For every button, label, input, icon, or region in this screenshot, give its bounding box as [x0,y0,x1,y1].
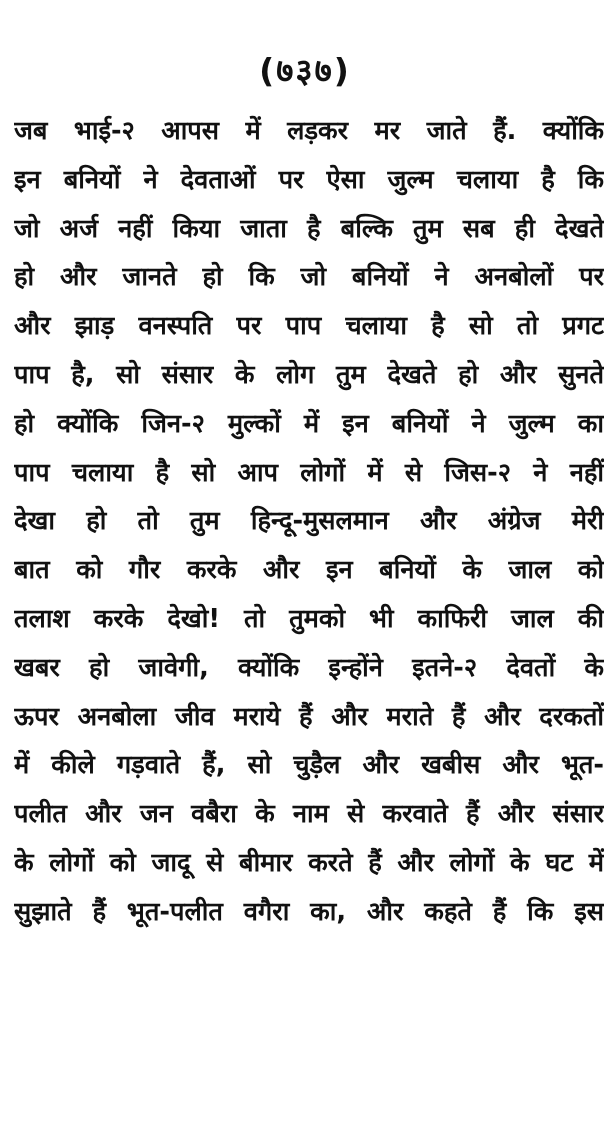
text-line: सुझाते हैं भूत-पलीत वगैरा का, और कहते हैं कि इस [14,896,604,927]
text-line: जो अर्ज नहीं किया जाता है बल्कि तुम सब ही देखते [14,213,604,244]
text-line: जब भाई-२ आपस में लड़कर मर जाते हैं. क्योंकि [14,116,604,146]
text-line: और झाड़ वनस्पति पर पाप चलाया है सो तो प्रगट [14,311,604,342]
page-number: (७३७) [259,51,351,90]
text-line: के लोगों को जादू से बीमार करते हैं और लोगों के घट में [14,847,604,878]
text-line: खबर हो जावेगी, क्योंकि इन्होंने इतने-२ देवतों के [14,652,604,683]
text-line: में कीले गड़वाते हैं, सो चुड़ैल और खबीस और भूत- [14,750,604,781]
text-line: तलाश करके देखो! तो तुमको भी काफिरी जाल की [14,603,604,634]
text-line: पाप चलाया है सो आप लोगों में से जिस-२ ने नहीं [14,457,604,488]
text-line: देखा हो तो तुम हिन्दू-मुसलमान और अंग्रेज मेरी [14,506,604,537]
text-line: ऊपर अनबोला जीव मराये हैं और मराते हैं और दरकतों [14,701,604,732]
text-line: बात को गौर करके और इन बनियों के जाल को [14,555,604,586]
text-line: पलीत और जन वबैरा के नाम से करवाते हैं और संसार [14,799,604,830]
text-line: हो क्योंकि जिन-२ मुल्कों में इन बनियों ने जुल्म का [14,408,604,439]
text-line: हो और जानते हो कि जो बनियों ने अनबोलों पर [14,262,604,293]
text-line: पाप है, सो संसार के लोग तुम देखते हो और सुनते [14,359,604,390]
body-text [14,107,604,937]
text-line: इन बनियों ने देवताओं पर ऐसा जुल्म चलाया है कि [14,164,604,195]
